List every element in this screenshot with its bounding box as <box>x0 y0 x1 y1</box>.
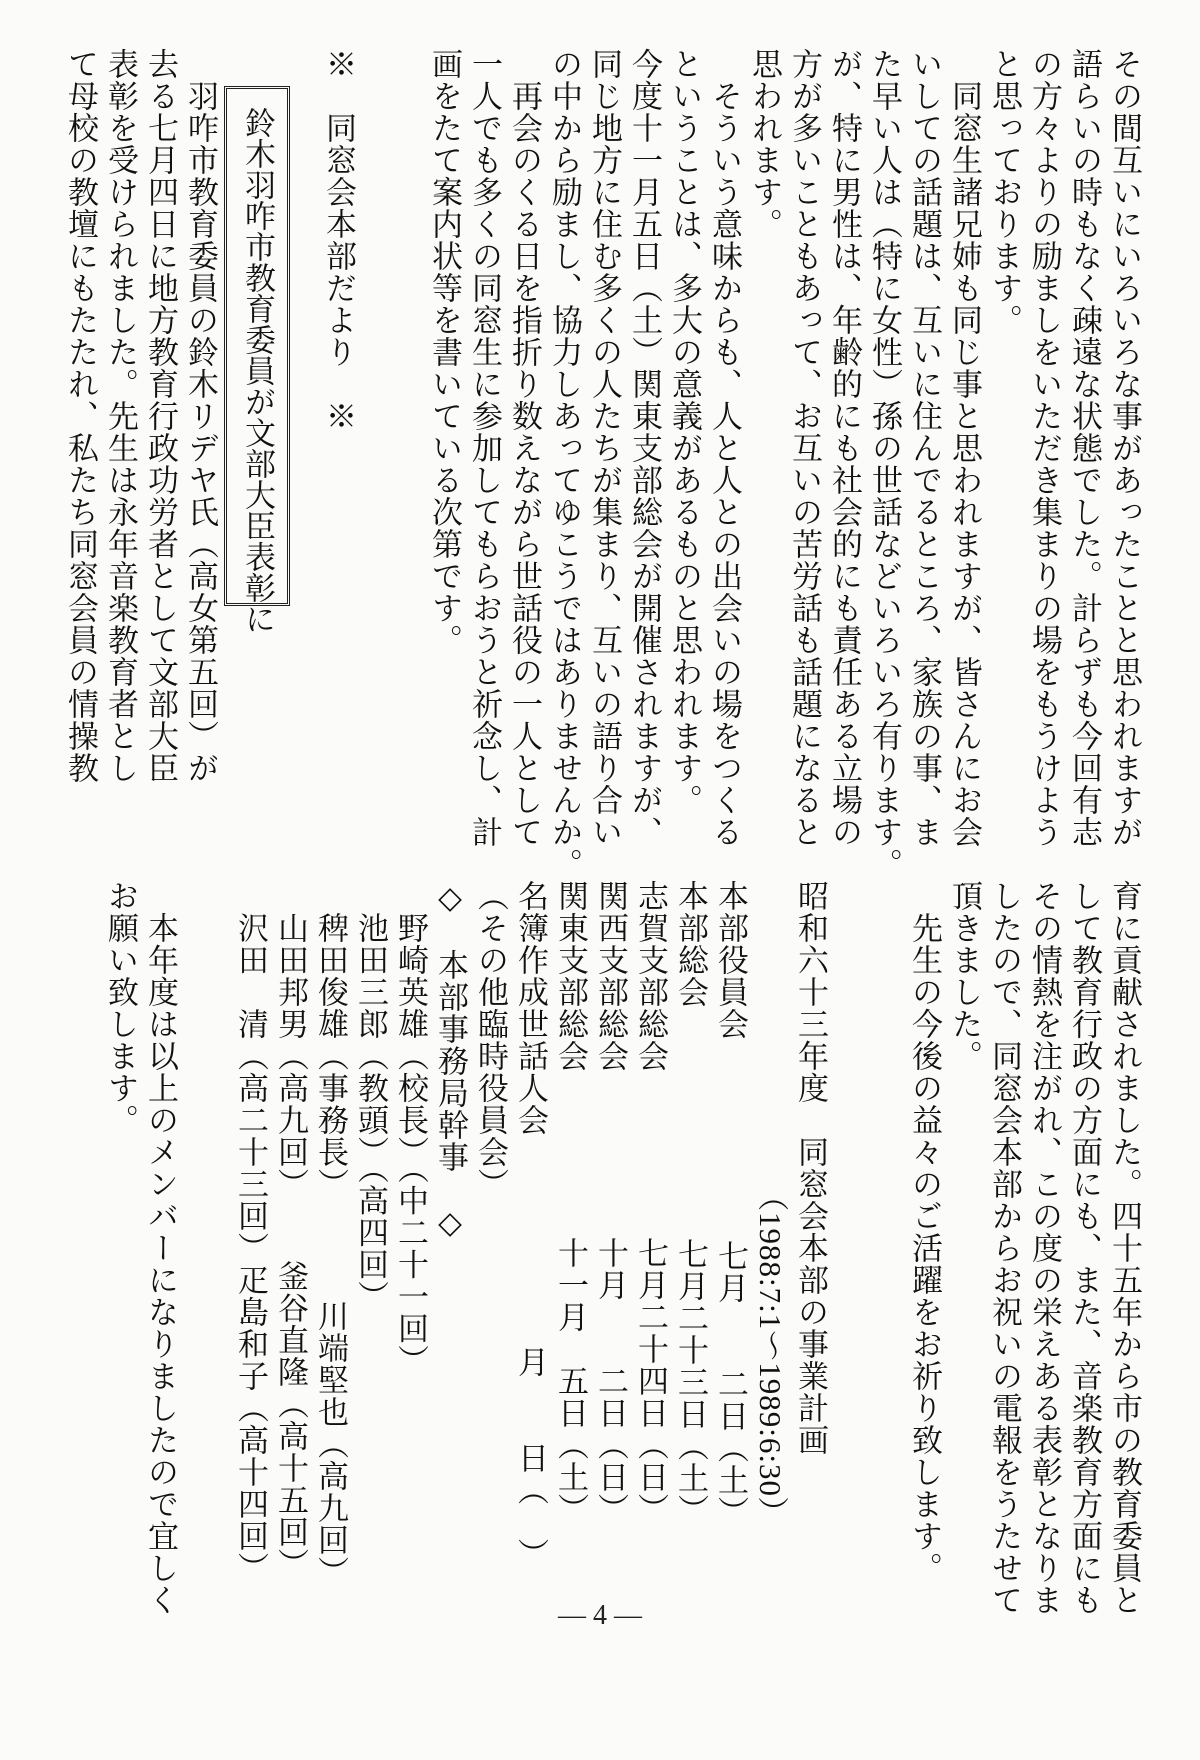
plan-event: 本部役員会 <box>712 880 748 1040</box>
plan-item <box>590 880 630 1560</box>
award-article <box>60 48 220 784</box>
plan-item <box>510 880 550 1570</box>
plan-event: （その他臨時役員会） <box>472 880 508 1200</box>
staff-title: ◇ 本部事務局幹事 ◇ <box>432 880 468 1242</box>
plan-date: 十一月 五日（土） <box>552 1237 588 1525</box>
plan-item <box>670 880 710 1560</box>
essay-line: 同窓生諸兄姉も同じ事と思われますが、皆さんにお会 <box>946 80 982 848</box>
closing-line: 本年度は以上のメンバーになりましたので宜しく <box>142 912 178 1616</box>
plan-date: 七月二十三日（土） <box>672 1238 708 1526</box>
award-line: 頂きました。 <box>946 880 982 1072</box>
plan-item <box>470 880 510 1560</box>
plan-date: 七月 二日（土） <box>712 1240 748 1528</box>
award-line: 羽咋市教育委員の鈴木リデヤ氏（高女第五回）が <box>182 80 218 784</box>
section-header <box>318 48 358 448</box>
essay-line: た早い人は（特に女性）孫の世話などいろいろ有ります。 <box>866 48 902 880</box>
award-line: て母校の教壇にもたたれ、私たち同窓会員の情操教 <box>62 48 98 784</box>
closing-line: お願い致します。 <box>102 880 138 1136</box>
essay-line: 同じ地方に住む多くの人たちが集まり、互いの語り合い <box>586 48 622 848</box>
plan-period: （1988:7:1〜1989:6:30） <box>753 1180 788 1529</box>
upper-essay <box>424 48 1144 880</box>
essay-line: 思われます。 <box>746 48 782 240</box>
staff-name: 川端堅也（高九回） <box>312 1300 348 1588</box>
plan-item <box>710 880 750 1560</box>
staff-name: 稗田俊雄（事務長） <box>312 912 348 1200</box>
business-plan <box>472 880 830 1570</box>
staff-name: 釜谷直隆（高十五回） <box>272 1260 308 1580</box>
plan-event: 関東支部総会 <box>552 880 588 1072</box>
article-title: 鈴木羽咋市教育委員が文部大臣表彰に <box>239 107 275 634</box>
essay-line: の方々よりの励ましをいただき集まりの場をもうけよう <box>1026 48 1062 848</box>
award-line: 育に貢献されました。四十五年から市の教育委員と <box>1106 880 1142 1616</box>
plan-item <box>550 880 590 1560</box>
plan-event: 関西支部総会 <box>592 880 628 1072</box>
essay-line: 画をたて案内状等を書いている次第です。 <box>426 48 462 656</box>
staff-row <box>270 880 310 1580</box>
staff-name: 沢田 清（高二十三回） <box>232 912 268 1264</box>
plan-date: 月 日（ ） <box>512 1346 548 1570</box>
staff-name: 池田三郎（教頭）（高四回） <box>352 912 388 1313</box>
plan-event: 名簿作成世話人会 <box>512 880 548 1136</box>
plan-item <box>630 880 670 1560</box>
staff-name: 山田邦男（高九回） <box>272 912 308 1200</box>
page-number: — 4 — <box>558 1600 642 1631</box>
essay-line: 語らいの時もなく疎遠な状態でした。計らずも今回有志 <box>1066 48 1102 848</box>
essay-line: そういう意味からも、人と人との出会いの場をつくる <box>706 80 742 848</box>
essay-line: 今度十一月五日（土）関東支部総会が開催されますが、 <box>626 48 662 848</box>
award-line: 表彰を受けられました。先生は永年音楽教育者とし <box>102 48 138 784</box>
essay-line: 方が多いこともあって、お互いの苦労話も話題になると <box>786 48 822 848</box>
award-line: 先生の今後の益々のご活躍をお祈り致します。 <box>906 912 942 1584</box>
plan-event: 志賀支部総会 <box>632 880 668 1072</box>
award-line: したので、同窓会本部からお祝いの電報をうたせて <box>986 880 1022 1616</box>
staff-row <box>350 880 390 1560</box>
award-line: して教育行政の方面にも、また、音楽教育方面にも <box>1066 880 1102 1616</box>
plan-event: 本部総会 <box>672 880 708 1008</box>
staff-row <box>390 880 430 1560</box>
staff-name: 疋島和子（高十四回） <box>232 1264 268 1584</box>
plan-date: 十月 二日（日） <box>592 1237 628 1525</box>
staff-name: 野崎英雄（校長）（中二十一回） <box>392 912 428 1377</box>
staff-list <box>220 880 470 1588</box>
closing-note <box>100 880 180 1616</box>
award-article-cont <box>904 880 1144 1616</box>
essay-line: の中から励まし、協力しあってゆこうではありませんか。 <box>546 48 582 880</box>
plan-title: 昭和六十三年度 同窓会本部の事業計画 <box>792 880 828 1456</box>
essay-line: いしての話題は、互いに住んでるところ、家族の事、ま <box>906 48 942 848</box>
staff-row <box>230 880 270 1584</box>
essay-line: その間互いにいろいろな事があったことと思われますが <box>1106 48 1142 848</box>
essay-line: 一人でも多くの同窓生に参加してもらおうと祈念し、計 <box>466 48 502 848</box>
article-title-box <box>224 86 290 634</box>
essay-line: と思っております。 <box>986 48 1022 336</box>
plan-date: 七月二十四日（日） <box>632 1237 668 1525</box>
essay-line: 再会のくる日を指折り数えながら世話役の一人として <box>506 80 542 848</box>
essay-line: が、特に男性は、年齢的にも社会的にも責任ある立場の <box>826 48 862 848</box>
staff-row <box>310 880 350 1588</box>
award-line: 去る七月四日に地方教育行政功労者として文部大臣 <box>142 48 178 784</box>
award-line: その情熱を注がれ、この度の栄えある表彰となりま <box>1026 880 1062 1616</box>
essay-line: ということは、多大の意義があるものと思われます。 <box>666 48 702 816</box>
section-header-text: ※ 同窓会本部だより ※ <box>320 48 356 432</box>
